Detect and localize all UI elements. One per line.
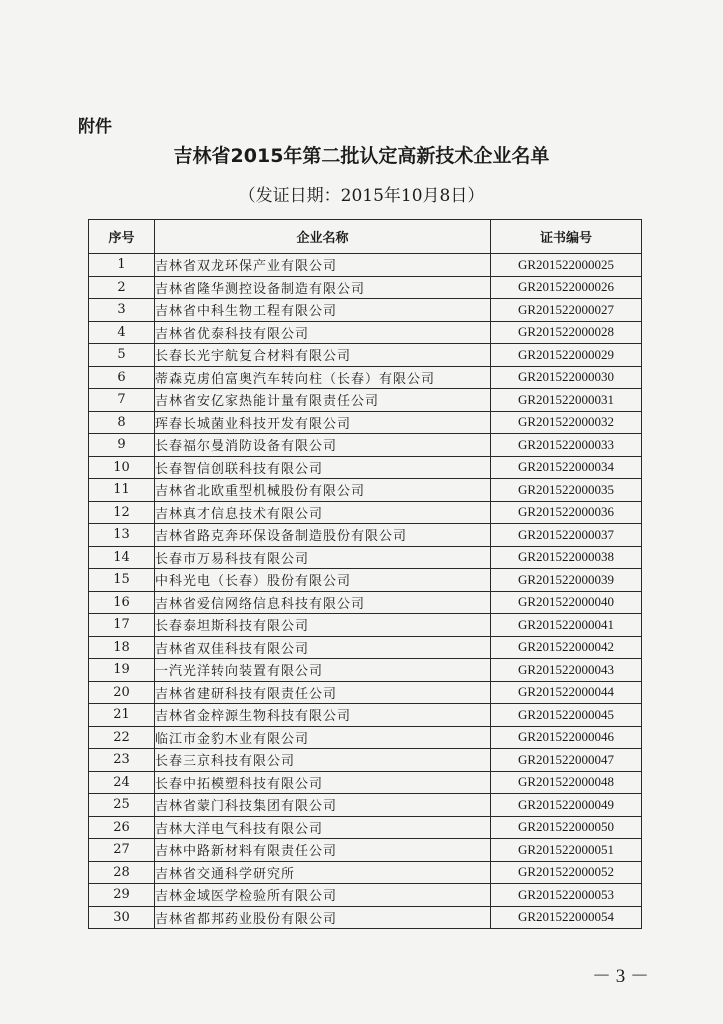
company-name: 吉林省爱信网络信息科技有限公司 [155,591,491,614]
row-index: 2 [89,276,155,299]
company-name: 长春智信创联科技有限公司 [155,456,491,479]
row-index: 9 [89,434,155,457]
row-index: 4 [89,321,155,344]
column-header-certificate: 证书编号 [491,220,642,254]
company-name: 吉林省优泰科技有限公司 [155,321,491,344]
row-index: 3 [89,299,155,322]
row-index: 21 [89,704,155,727]
company-name: 一汽光洋转向装置有限公司 [155,659,491,682]
company-name: 吉林省安亿家热能计量有限责任公司 [155,389,491,412]
table-row [89,569,642,592]
table-row [89,546,642,569]
table-row [89,434,642,457]
company-name: 吉林省双龙环保产业有限公司 [155,254,491,277]
certificate-number: GR201522000032 [491,411,642,434]
row-index: 25 [89,794,155,817]
certificate-number: GR201522000048 [491,771,642,794]
certificate-number: GR201522000042 [491,636,642,659]
company-name: 吉林省双佳科技有限公司 [155,636,491,659]
certificate-number: GR201522000038 [491,546,642,569]
row-index: 27 [89,839,155,862]
certificate-number: GR201522000045 [491,704,642,727]
table-row [89,344,642,367]
table-row [89,794,642,817]
certificate-number: GR201522000054 [491,906,642,929]
company-name: 吉林省建研科技有限责任公司 [155,681,491,704]
table-row [89,299,642,322]
table-row [89,726,642,749]
certificate-number: GR201522000041 [491,614,642,637]
table-row [89,681,642,704]
table-row [89,321,642,344]
certificate-number: GR201522000029 [491,344,642,367]
table-row [89,366,642,389]
table-row [89,276,642,299]
row-index: 10 [89,456,155,479]
certificate-number: GR201522000046 [491,726,642,749]
certificate-number: GR201522000052 [491,861,642,884]
row-index: 12 [89,501,155,524]
issue-date-subtitle: （发证日期：2015年10月8日） [238,186,485,206]
table-row [89,839,642,862]
row-index: 8 [89,411,155,434]
company-name: 吉林金域医学检验所有限公司 [155,884,491,907]
enterprise-table [88,219,642,929]
table-row [89,906,642,929]
company-name: 长春市万易科技有限公司 [155,546,491,569]
certificate-number: GR201522000044 [491,681,642,704]
company-name: 长春中拓模塑科技有限公司 [155,771,491,794]
company-name: 吉林省交通科学研究所 [155,861,491,884]
column-header-index: 序号 [89,220,155,254]
table-row [89,456,642,479]
certificate-number: GR201522000028 [491,321,642,344]
certificate-number: GR201522000037 [491,524,642,547]
company-name: 吉林省中科生物工程有限公司 [155,299,491,322]
table-row [89,636,642,659]
column-header-company: 企业名称 [155,220,491,254]
company-name: 吉林省金梓源生物科技有限公司 [155,704,491,727]
row-index: 19 [89,659,155,682]
company-name: 吉林真才信息技术有限公司 [155,501,491,524]
table-row [89,389,642,412]
company-name: 吉林大洋电气科技有限公司 [155,816,491,839]
certificate-number: GR201522000050 [491,816,642,839]
certificate-number: GR201522000026 [491,276,642,299]
table-row [89,861,642,884]
row-index: 17 [89,614,155,637]
company-name: 吉林省都邦药业股份有限公司 [155,906,491,929]
table-row [89,771,642,794]
table-row [89,659,642,682]
table-row [89,614,642,637]
row-index: 6 [89,366,155,389]
certificate-number: GR201522000053 [491,884,642,907]
row-index: 29 [89,884,155,907]
company-name: 长春长光宇航复合材料有限公司 [155,344,491,367]
certificate-number: GR201522000036 [491,501,642,524]
table-row [89,749,642,772]
company-name: 中科光电（长春）股份有限公司 [155,569,491,592]
row-index: 24 [89,771,155,794]
company-name: 吉林中路新材料有限责任公司 [155,839,491,862]
row-index: 18 [89,636,155,659]
table-row [89,884,642,907]
table-row [89,816,642,839]
table-row [89,479,642,502]
row-index: 11 [89,479,155,502]
row-index: 5 [89,344,155,367]
certificate-number: GR201522000034 [491,456,642,479]
certificate-number: GR201522000047 [491,749,642,772]
certificate-number: GR201522000039 [491,569,642,592]
company-name: 长春三京科技有限公司 [155,749,491,772]
page-title: 吉林省2015年第二批认定高新技术企业名单 [173,145,550,167]
table-header-row [89,220,642,254]
company-name: 长春福尔曼消防设备有限公司 [155,434,491,457]
table-row [89,254,642,277]
row-index: 7 [89,389,155,412]
table-row [89,591,642,614]
row-index: 16 [89,591,155,614]
certificate-number: GR201522000051 [491,839,642,862]
company-name: 蒂森克虏伯富奥汽车转向柱（长春）有限公司 [155,366,491,389]
row-index: 14 [89,546,155,569]
company-name: 临江市金豹木业有限公司 [155,726,491,749]
certificate-number: GR201522000033 [491,434,642,457]
company-name: 吉林省路克奔环保设备制造股份有限公司 [155,524,491,547]
row-index: 26 [89,816,155,839]
company-name: 珲春长城菌业科技开发有限公司 [155,411,491,434]
company-name: 长春泰坦斯科技有限公司 [155,614,491,637]
company-name: 吉林省蒙门科技集团有限公司 [155,794,491,817]
table-row [89,501,642,524]
company-name: 吉林省北欧重型机械股份有限公司 [155,479,491,502]
row-index: 23 [89,749,155,772]
row-index: 30 [89,906,155,929]
certificate-number: GR201522000025 [491,254,642,277]
row-index: 20 [89,681,155,704]
certificate-number: GR201522000049 [491,794,642,817]
certificate-number: GR201522000030 [491,366,642,389]
certificate-number: GR201522000031 [491,389,642,412]
table-row [89,704,642,727]
table-row [89,524,642,547]
row-index: 15 [89,569,155,592]
table-row [89,411,642,434]
company-name: 吉林省隆华测控设备制造有限公司 [155,276,491,299]
row-index: 22 [89,726,155,749]
row-index: 13 [89,524,155,547]
certificate-number: GR201522000027 [491,299,642,322]
page-number: － 3 － [591,966,649,987]
attachment-label: 附件 [78,117,112,137]
row-index: 28 [89,861,155,884]
certificate-number: GR201522000043 [491,659,642,682]
row-index: 1 [89,254,155,277]
certificate-number: GR201522000035 [491,479,642,502]
certificate-number: GR201522000040 [491,591,642,614]
